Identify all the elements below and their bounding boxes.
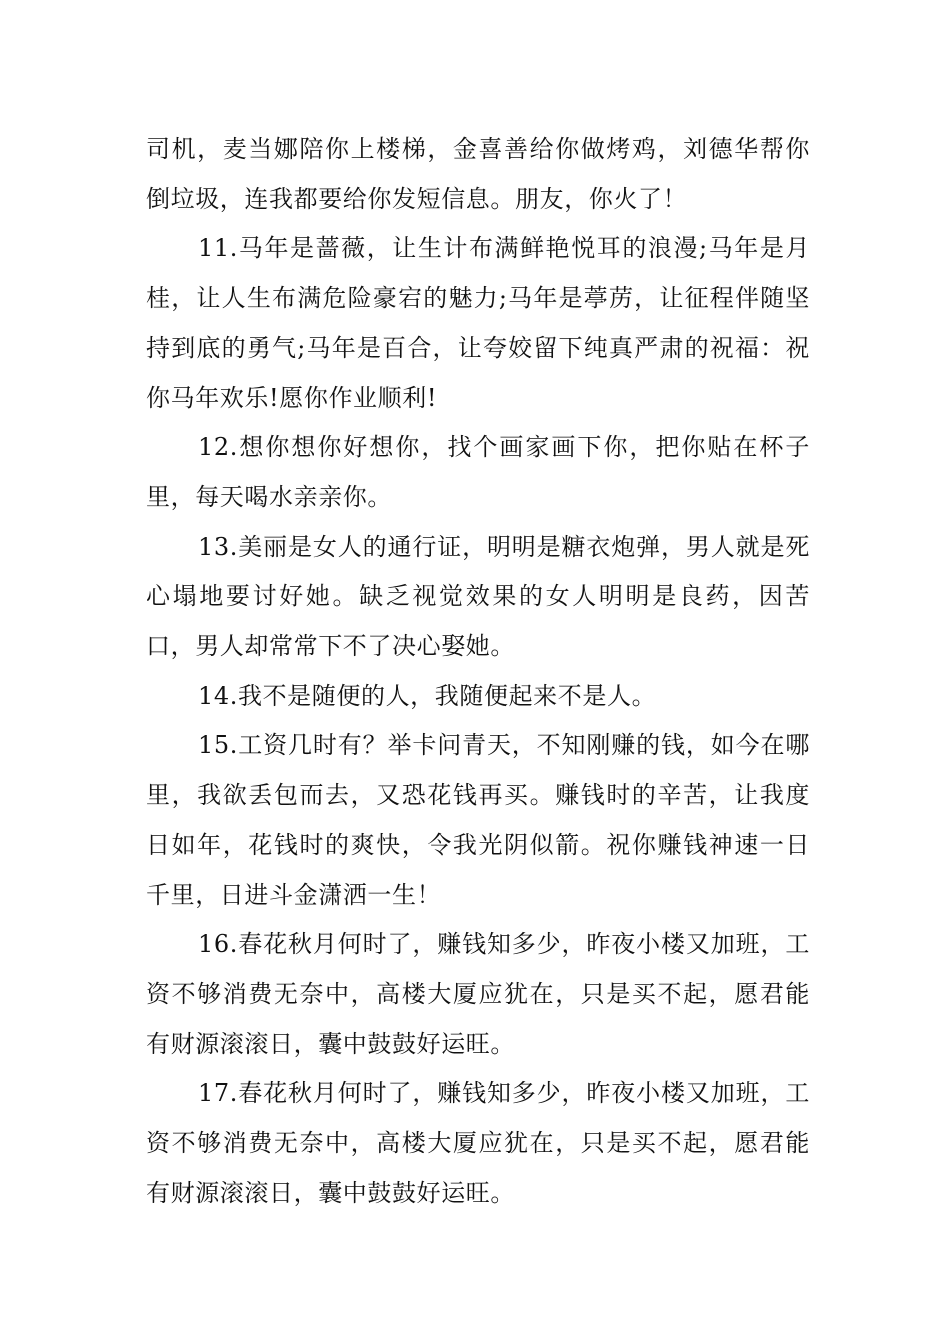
paragraph-item-15: 15.工资几时有？举卡问青天，不知刚赚的钱，如今在哪里，我欲丢包而去，又恐花钱再买。赚钱时的辛苦，让我度日如年，花钱时的爽快，令我光阴似箭。祝你赚钱神速一日千里，日进斗金潇洒一生！ bbox=[146, 731, 810, 909]
paragraph-item-11: 11.马年是蔷薇，让生计布满鲜艳悦耳的浪漫;马年是月桂，让人生布满危险豪宕的魅力;马年是葶苈，让征程伴随坚持到底的勇气;马年是百合，让夸姣留下纯真严肃的祝福：祝你马年欢乐!愿你作业顺利! bbox=[146, 234, 810, 412]
paragraph-item-16: 16.春花秋月何时了，赚钱知多少，昨夜小楼又加班，工资不够消费无奈中，高楼大厦应犹在，只是买不起，愿君能有财源滚滚日，囊中鼓鼓好运旺。 bbox=[146, 930, 810, 1058]
paragraph-item-12: 12.想你想你好想你，找个画家画下你，把你贴在杯子里，每天喝水亲亲你。 bbox=[146, 433, 810, 511]
paragraph-continuation: 司机，麦当娜陪你上楼梯，金喜善给你做烤鸡，刘德华帮你倒垃圾，连我都要给你发短信息。朋友，你火了！ bbox=[146, 135, 810, 213]
paragraph-item-14: 14.我不是随便的人，我随便起来不是人。 bbox=[198, 681, 657, 710]
paragraph-item-13: 13.美丽是女人的通行证，明明是糖衣炮弹，男人就是死心塌地要讨好她。缺乏视觉效果的女人明明是良药，因苦口，男人却常常下不了决心娶她。 bbox=[146, 532, 810, 661]
document-body bbox=[146, 125, 810, 1218]
paragraph-item-17: 17.春花秋月何时了，赚钱知多少，昨夜小楼又加班，工资不够消费无奈中，高楼大厦应犹在，只是买不起，愿君能有财源滚滚日，囊中鼓鼓好运旺。 bbox=[146, 1079, 810, 1207]
